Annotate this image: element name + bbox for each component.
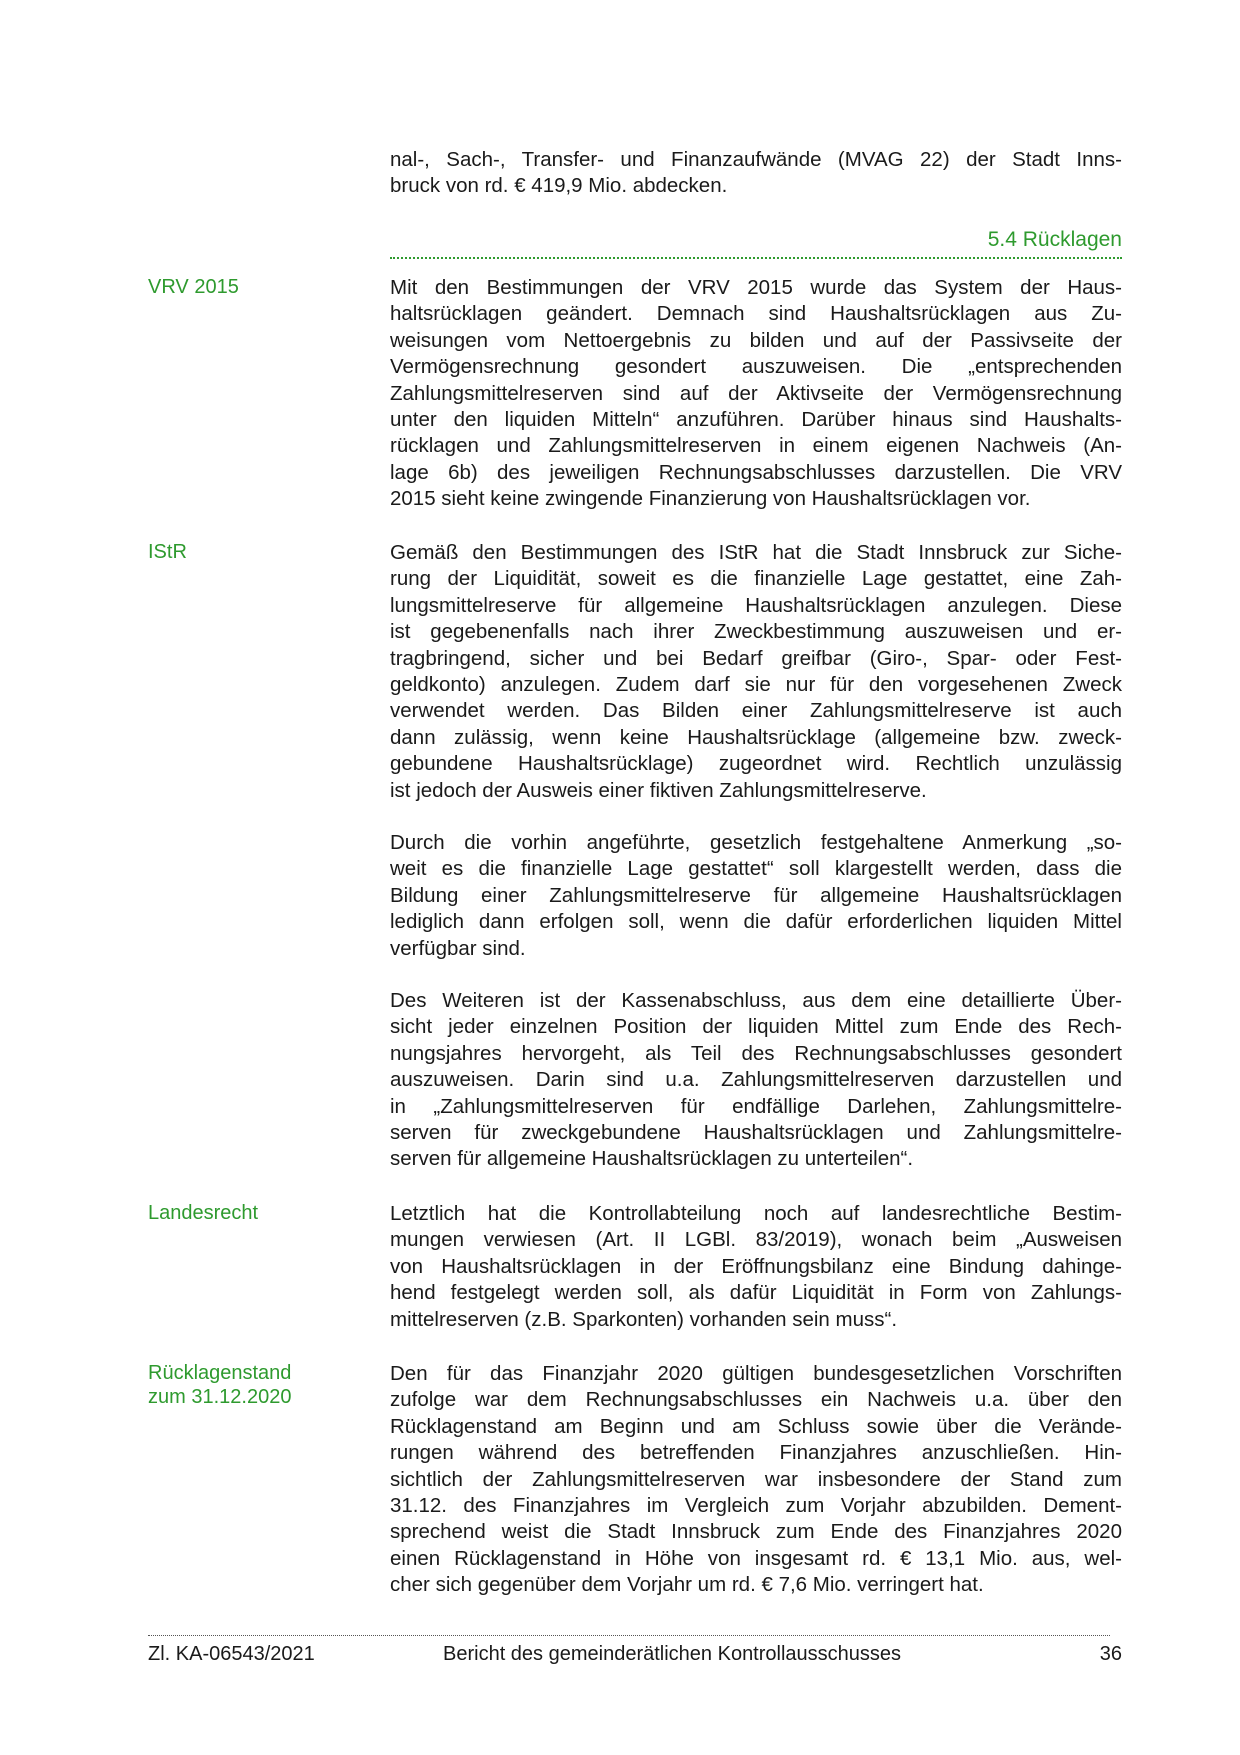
text-line: Durch die vorhin angeführte, gesetzlich festgehaltene Anmerkung „so- — [390, 831, 1122, 854]
margin-note-ruecklagenstand — [148, 1361, 348, 1409]
section-heading: 5.4 Rücklagen — [987, 228, 1122, 251]
text-line: rücklagen und Zahlungsmittelreserven in einem eigenen Nachweis (An- — [390, 434, 1122, 458]
text-line: lungsmittelreserve für allgemeine Haushaltsrücklagen anzulegen. Diese — [390, 593, 1122, 617]
text-line: weisungen vom Nettoergebnis zu bilden und auf der Passivseite der — [390, 328, 1122, 352]
text-line: in „Zahlungsmittelreserven für endfällige Darlehen, Zahlungsmittelre- — [390, 1094, 1122, 1118]
text-line: von Haushaltsrücklagen in der Eröffnungsbilanz eine Bindung dahinge- — [390, 1254, 1122, 1278]
text-line: lage 6b) des jeweiligen Rechnungsabschlusses darzustellen. Die VRV — [390, 460, 1122, 484]
text-line: Des Weiteren ist der Kassenabschluss, aus dem eine detaillierte Über- — [390, 989, 1122, 1012]
text-line: Gemäß den Bestimmungen des IStR hat die Stadt Innsbruck zur Siche- — [390, 541, 1122, 564]
text-line: lediglich dann erfolgen soll, wenn die dafür erforderlichen liquiden Mittel — [390, 910, 1122, 934]
footer-divider — [148, 1635, 1110, 1636]
text-line: nal-, Sach-, Transfer- und Finanzaufwände (MVAG 22) der Stadt Inns- — [390, 148, 1122, 171]
text-line: weit es die finanzielle Lage gestattet“ soll klargestellt werden, dass die — [390, 857, 1122, 881]
text-line: rung der Liquidität, soweit es die finanzielle Lage gestattet, eine Zah- — [390, 567, 1122, 591]
text-line: dann zulässig, wenn keine Haushaltsrücklage (allgemeine bzw. zweck- — [390, 725, 1122, 749]
margin-note-vrv: VRV 2015 — [148, 276, 239, 298]
paragraph-istr — [390, 540, 1122, 804]
text-line: tragbringend, sicher und bei Bedarf greifbar (Giro-, Spar- oder Fest- — [390, 646, 1122, 670]
text-line: Den für das Finanzjahr 2020 gültigen bundesgesetzlichen Vorschriften — [390, 1362, 1122, 1385]
text-line: Rücklagenstand am Beginn und am Schluss sowie über die Verände- — [390, 1414, 1122, 1438]
text-line: 31.12. des Finanzjahres im Vergleich zum Vorjahr abzubilden. Dement- — [390, 1494, 1122, 1518]
text-line: gebundene Haushaltsrücklage) zugeordnet wird. Rechtlich unzulässig — [390, 752, 1122, 776]
text-line: rungen während des betreffenden Finanzjahres anzuschließen. Hin- — [390, 1441, 1122, 1465]
text-line: sprechend weist die Stadt Innsbruck zum Ende des Finanzjahres 2020 — [390, 1520, 1122, 1544]
margin-note-line: zum 31.12.2020 — [148, 1386, 292, 1408]
text-line: sichtlich der Zahlungsmittelreserven war insbesondere der Stand zum — [390, 1467, 1122, 1491]
text-line: Bildung einer Zahlungsmittelreserve für allgemeine Haushaltsrücklagen — [390, 883, 1122, 907]
paragraph-vrv — [390, 275, 1122, 513]
text-line: auszuweisen. Darin sind u.a. Zahlungsmittelreserven darzustellen und — [390, 1068, 1122, 1092]
text-line: ist gegebenenfalls nach ihrer Zweckbestimmung auszuweisen und er- — [390, 620, 1122, 644]
text-line: mungen verwiesen (Art. II LGBl. 83/2019), wonach beim „Ausweisen — [390, 1228, 1122, 1252]
footer-reference: Zl. KA-06543/2021 — [148, 1643, 315, 1665]
margin-note-istr: IStR — [148, 541, 187, 563]
text-line: Vermögensrechnung gesondert auszuweisen. Die „entsprechenden — [390, 355, 1122, 379]
paragraph-kassenabschluss — [390, 988, 1122, 1173]
text-line: sicht jeder einzelnen Position der liquiden Mittel zum Ende des Rech- — [390, 1015, 1122, 1039]
footer-title: Bericht des gemeinderätlichen Kontrollausschusses — [443, 1643, 902, 1665]
margin-note-landesrecht: Landesrecht — [148, 1202, 259, 1224]
paragraph-anmerkung — [390, 830, 1122, 962]
heading-divider — [390, 257, 1122, 259]
margin-note-line: Rücklagenstand — [148, 1362, 292, 1384]
text-line: nungsjahres hervorgeht, als Teil des Rechnungsabschlusses gesondert — [390, 1041, 1122, 1065]
paragraph-landesrecht — [390, 1201, 1122, 1333]
text-line: serven für allgemeine Haushaltsrücklagen zu unterteilen“. — [390, 1147, 914, 1171]
text-line: ist jedoch der Ausweis einer fiktiven Zahlungsmittelreserve. — [390, 778, 927, 802]
text-line: cher sich gegenüber dem Vorjahr um rd. € 7,6 Mio. verringert hat. — [390, 1573, 984, 1597]
page-number: 36 — [1099, 1643, 1122, 1665]
text-line: zufolge war dem Rechnungsabschlusses ein Nachweis u.a. über den — [390, 1388, 1122, 1412]
text-line: haltsrücklagen geändert. Demnach sind Haushaltsrücklagen aus Zu- — [390, 302, 1122, 326]
text-line: einen Rücklagenstand in Höhe von insgesamt rd. € 13,1 Mio. aus, wel- — [390, 1546, 1122, 1570]
text-line: mittelreserven (z.B. Sparkonten) vorhanden sein muss“. — [390, 1307, 898, 1331]
text-line: verwendet werden. Das Bilden einer Zahlungsmittelreserve ist auch — [390, 699, 1122, 723]
intro-paragraph — [390, 147, 1122, 200]
text-line: unter den liquiden Mitteln“ anzuführen. Darüber hinaus sind Haushalts- — [390, 408, 1122, 432]
text-line: Mit den Bestimmungen der VRV 2015 wurde das System der Haus- — [390, 276, 1122, 299]
text-line: hend festgelegt werden soll, als dafür Liquidität in Form von Zahlungs- — [390, 1281, 1122, 1305]
text-line: geldkonto) anzulegen. Zudem darf sie nur für den vorgesehenen Zweck — [390, 673, 1122, 697]
text-line: Letztlich hat die Kontrollabteilung noch auf landesrechtliche Bestim- — [390, 1202, 1122, 1225]
text-line: 2015 sieht keine zwingende Finanzierung von Haushaltsrücklagen vor. — [390, 487, 1031, 511]
text-line: bruck von rd. € 419,9 Mio. abdecken. — [390, 174, 728, 198]
text-line: Zahlungsmittelreserven sind auf der Aktivseite der Vermögensrechnung — [390, 381, 1122, 405]
text-line: serven für zweckgebundene Haushaltsrücklagen und Zahlungsmittelre- — [390, 1121, 1122, 1145]
paragraph-ruecklagenstand — [390, 1361, 1122, 1599]
text-line: verfügbar sind. — [390, 936, 526, 960]
